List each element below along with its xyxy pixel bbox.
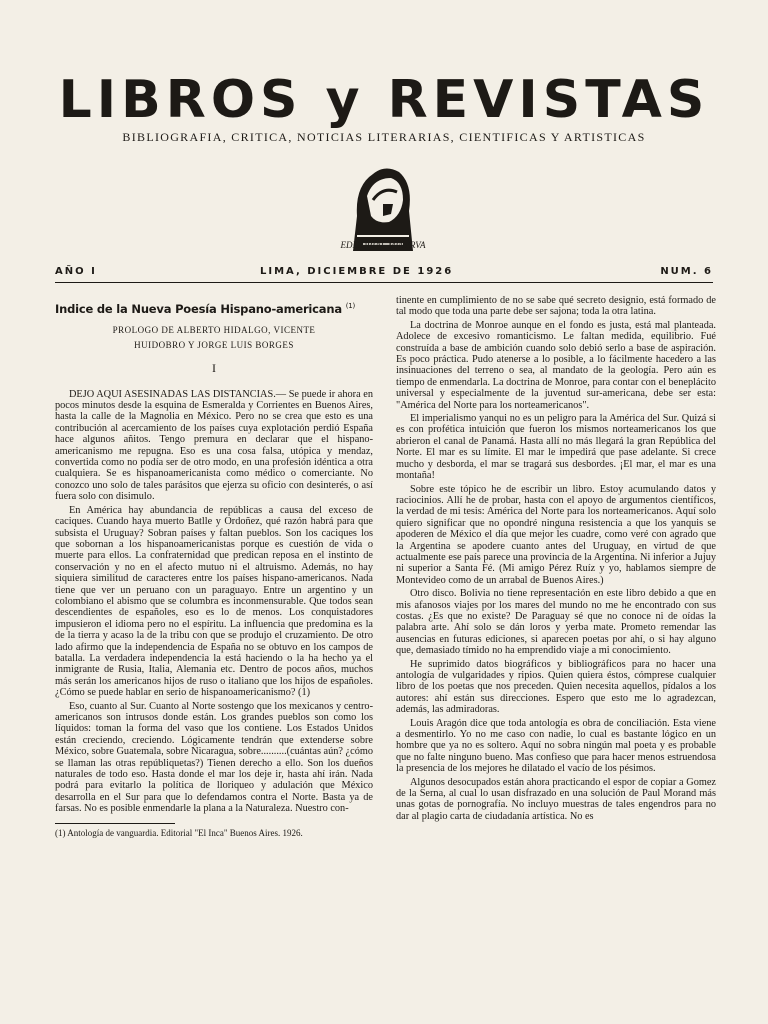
issue-year: AÑO I [55,266,97,277]
issue-place-date: LIMA, DICIEMBRE DE 1926 [260,266,454,277]
paragraph: He suprimido datos biográficos y bibliográficos para no hacer una antología de vulgaridades y ripios. Quien quiera éstos, cómprese cualquier libro de los poetas que nos preceden. Quien necesita aquellos, pídalos a los autores: ahí están sus direcciones. Espero que esto me lo agradezcan, además, las admiradoras. [396,658,716,716]
publisher-mark: EDITORIAL MINERVA [340,240,426,250]
left-column [55,295,373,839]
masthead-title: LIBROS y REVISTAS [58,70,710,130]
masthead-subtitle: BIBLIOGRAFIA, CRITICA, NOTICIAS LITERARIAS, CIENTIFICAS Y ARTISTICAS [122,130,646,144]
paragraph: tinente en cumplimiento de no se sabe qué secreto designio, está formado de tal modo que toda una parte debe ser sajona; toda la otra latina. [396,295,716,318]
issue-number: NUM. 6 [660,266,713,277]
footnote-rule [55,823,175,824]
header-rule [55,282,713,283]
paragraph: Eso, cuanto al Sur. Cuanto al Norte sostengo que los mexicanos y centro-americanos son intrusos donde están. Los grandes pueblos son como los líquidos: toman la forma del vaso que los contiene. Los Estados Unidos están creciendo, creciendo. Lógicamente tendrán que extenderse sobre México, sobre Guatemala, sobre Nicaragua, sobre..........(cuántas aún? ¿cómo se llaman las otras repúbliquetas?) Tienen derecho a ello. Son los dueños naturales de todo eso. Hasta donde el mar los deje ir, hasta ahí irán. Nada podrá para evitarlo la política de lloriqueo y adulación que México desarrolla en el Sur para que lo defendamos contra el Norte. Basta ya de farsas. No es posible enmendarle la plana a la Naturaleza. Nuestro con- [55,700,373,815]
title-footnote-marker: (1) [345,302,356,310]
paragraph: En América hay abundancia de repúblicas a causa del exceso de caciques. Cuando haya muerto Batlle y Ordoñez, qué razón habrá para que subsista el Uruguay? Sobran países y faltan pueblos. Son los caciques los que sobornan a los hispanoamericanistas porque es cuestión de vida o muerte para ellos. La confraternidad que predican reposa en el instinto de conservación y no en el afecto mutuo ni el altruismo. Además, no hay siquiera similitud de caracteres entre los países hispano-americanos. Nada tiene que ver un peruano con un paraguayo. Entre un argentino y un colombiano el abismo que se columbra es inconmensurable. Que todos sean descendientes de españoles, eso es lo de menos. Los conquistadores impusieron el idioma pero no el espíritu. La influencia que predomina es la de la tierra y acaso la de la tribu con que se produjo el cruzamiento. De otro lado afirmo que la independencia de España no se obtuvo en los campos de batalla. La verdadera independencia la está haciendo o la ha hecho ya el inmigrante de Rusia, Italia, Alemania etc. Dentro de pocos años, muchos más serán los americanos hijos de ruso o italiano que los hijos de españoles. ¿Cómo se puede hablar en serio de hispanoamericanismo? (1) [55,504,373,699]
paragraph: Algunos desocupados están ahora practicando el espor de copiar a Gomez de la Serna, al cual lo usan disfrazado en una solución de Paul Morand más unas gotas de pornografía. No incluyo muestras de tales engendros para no dar al plagio carta de ciudadanía artística. No es [396,776,716,822]
article-byline: PROLOGO DE ALBERTO HIDALGO, VICENTE HUIDOBRO Y JORGE LUIS BORGES [112,325,316,351]
paragraph: El imperialismo yanqui no es un peligro para la América del Sur. Quizá si es con profética intuición que fueron los mismos norteamericanos los que abrieron el canal de Panamá. Hasta allí no más llegará la gran República del Norte. El mar es su límite. El mar le impedirá que pase adelante. Si crece mucho y desborda, el mar se tragará sus desbordes. ¡El mar, el mar es una montaña! [396,413,716,482]
article-title: Indice de la Nueva Poesía Hispano-americana $^{(1)}$ [55,301,356,316]
footnote: (1) Antología de vanguardia. Editorial "El Inca" Buenos Aires. 1926. [55,827,303,838]
paragraph: DEJO AQUI ASESINADAS LAS DISTANCIAS.— Se puede ir ahora en pocos minutos desde la esquina de Esmeralda y Corrientes en Buenos Aires, hasta la calle de la Magnolia en México. Pero no se crea que esto es una contribución al acercamiento de los países cuya explotación perdió España hace algunos añitos. Tengo premura en declarar que el hispano-americanismo me repugna. Eso es una cosa falsa, utópica y mendaz, convertida como no podía ser de otro modo, en una profesión idéntica a otra cualquiera. Se es hispanoamericanista como médico o comerciante. No conozco uno solo de tales parásitos que ejerza su oficio con desinterés, o así fuera solo con disimulo. [55,388,373,503]
paragraph: La doctrina de Monroe aunque en el fondo es justa, está mal planteada. Adolece de excesivo romanticismo. Le faltan medida, equilibrio. Fué construída a base de ambición cuando solo debió serlo a base de aspiración. Es poco práctica. Pudo atenerse a lo posible, a lo fácilmente hacedero a las insinuaciones del terreno o sea, al mandato de la geología. Pero aún es tiempo de enmendarla. La doctrina de Monroe, para contar con el beneplácito universal y especialmente de la juventud sur-americana, debe ser esta: "América del Norte para los norteamericanos". [396,319,716,411]
paragraph: Sobre este tópico he de escribir un libro. Estoy acumulando datos y raciocinios. Allí he de probar, hasta con el apoyo de argumentos científicos, la verdad de mi tesis: América del Norte para los norteamericanos. Aquí solo quiero significar que no opondré ninguna resistencia a que los yanquis se apoderen de México el día que mejor les cuadre, como veré con agrado que la Argentina se apodere cuanto antes del Uruguay, en virtud de que actualmente ese país parece una provincia de la Argentina. Ni inferior a Jujuy ni superior a Santa Fé. (Mi amigo Pérez Ruíz y yo, hablamos siempre de Montevideo como de un arrabal de Buenos Aires.) [396,483,716,586]
paragraph: Louis Aragón dice que toda antología es obra de conciliación. Esta viene a desmentirlo. Yo no me caso con nadie, lo cual es bastante lógico en un hombre que ya no es soltero. Aquí no sobra ningún mal poeta y es probable que no falte ninguno bueno. Mas confieso que para hacer menos estruendosa la presencia de los mejores he dilatado el vacío de los pésimos. [396,717,716,775]
paragraph: Otro disco. Bolivia no tiene representación en este libro debido a que en mis afanosos viajes por los mares del mundo no me he encontrado con sus costas. ¿Es que no existe? De Paraguay sé que no conoce ni de oídas la palabra arte. Ahí solo se dán loros y yerba mate. Prometo remendar las ausencias en futuras ediciones, si aparecen poetas por ahí, o si hay alguno que, demasiado tímido no ha emprendido viaje a mi conocimiento. [396,588,716,657]
right-column [396,295,716,824]
section-number: I [212,361,216,376]
